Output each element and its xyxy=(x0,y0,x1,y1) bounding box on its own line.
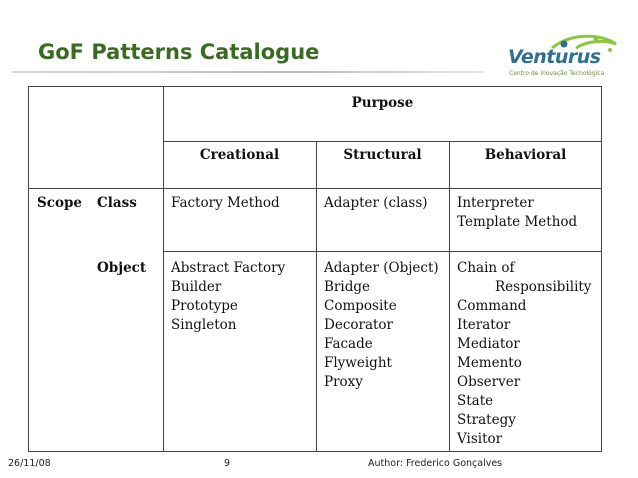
row-divider-header xyxy=(29,188,602,189)
pattern-item: Abstract Factory xyxy=(171,260,286,276)
logo-wordmark: Venturus xyxy=(508,46,601,68)
pattern-item: Command xyxy=(457,298,527,314)
pattern-item: Factory Method xyxy=(171,195,280,211)
scope-header: Scope xyxy=(37,195,83,211)
patterns-table xyxy=(28,86,602,452)
scope-class-label: Class xyxy=(97,195,137,211)
footer-author: Author: Frederico Gonçalves xyxy=(368,458,503,469)
pattern-item: Interpreter xyxy=(457,195,534,211)
pattern-item: Proxy xyxy=(324,374,363,390)
pattern-item: Template Method xyxy=(457,214,578,230)
purpose-header: Purpose xyxy=(351,95,414,111)
pattern-item: Facade xyxy=(324,336,373,352)
header-behavioral: Behavioral xyxy=(484,147,567,163)
pattern-item: Adapter (Object) xyxy=(324,260,439,276)
pattern-item: Adapter (class) xyxy=(324,195,428,211)
header-structural: Structural xyxy=(343,147,422,163)
object-creational-cell xyxy=(171,259,285,335)
pattern-item: State xyxy=(457,393,494,409)
pattern-item: Bridge xyxy=(324,279,370,295)
class-creational-cell xyxy=(171,194,280,213)
pattern-item: Iterator xyxy=(457,317,511,333)
header-creational: Creational xyxy=(199,147,280,163)
pattern-item: Visitor xyxy=(457,431,503,447)
logo-tagline: Centro de Inovação Tecnológica xyxy=(509,70,605,77)
row-divider-purpose xyxy=(163,141,602,142)
pattern-item: Decorator xyxy=(324,317,394,333)
scope-object-label: Object xyxy=(97,260,147,276)
class-structural-cell xyxy=(324,194,428,213)
object-structural-cell xyxy=(324,259,439,392)
pattern-item: Strategy xyxy=(457,412,516,428)
object-behavioral-cell xyxy=(457,259,591,449)
pattern-item: Singleton xyxy=(171,317,237,333)
footer-date: 26/11/08 xyxy=(8,458,51,469)
pattern-item: Prototype xyxy=(171,298,238,314)
venturus-logo xyxy=(492,30,622,80)
footer-page-number: 9 xyxy=(224,458,231,469)
slide-title: GoF Patterns Catalogue xyxy=(38,40,320,64)
title-divider xyxy=(12,71,484,73)
pattern-item: Responsibility xyxy=(495,279,592,295)
pattern-item: Chain of xyxy=(457,260,515,276)
pattern-item: Composite xyxy=(324,298,397,314)
class-behavioral-cell xyxy=(457,194,577,232)
pattern-item: Mediator xyxy=(457,336,520,352)
pattern-item: Memento xyxy=(457,355,522,371)
pattern-item: Observer xyxy=(457,374,521,390)
row-divider-class xyxy=(163,251,602,252)
pattern-item: Builder xyxy=(171,279,222,295)
pattern-item: Flyweight xyxy=(324,355,392,371)
